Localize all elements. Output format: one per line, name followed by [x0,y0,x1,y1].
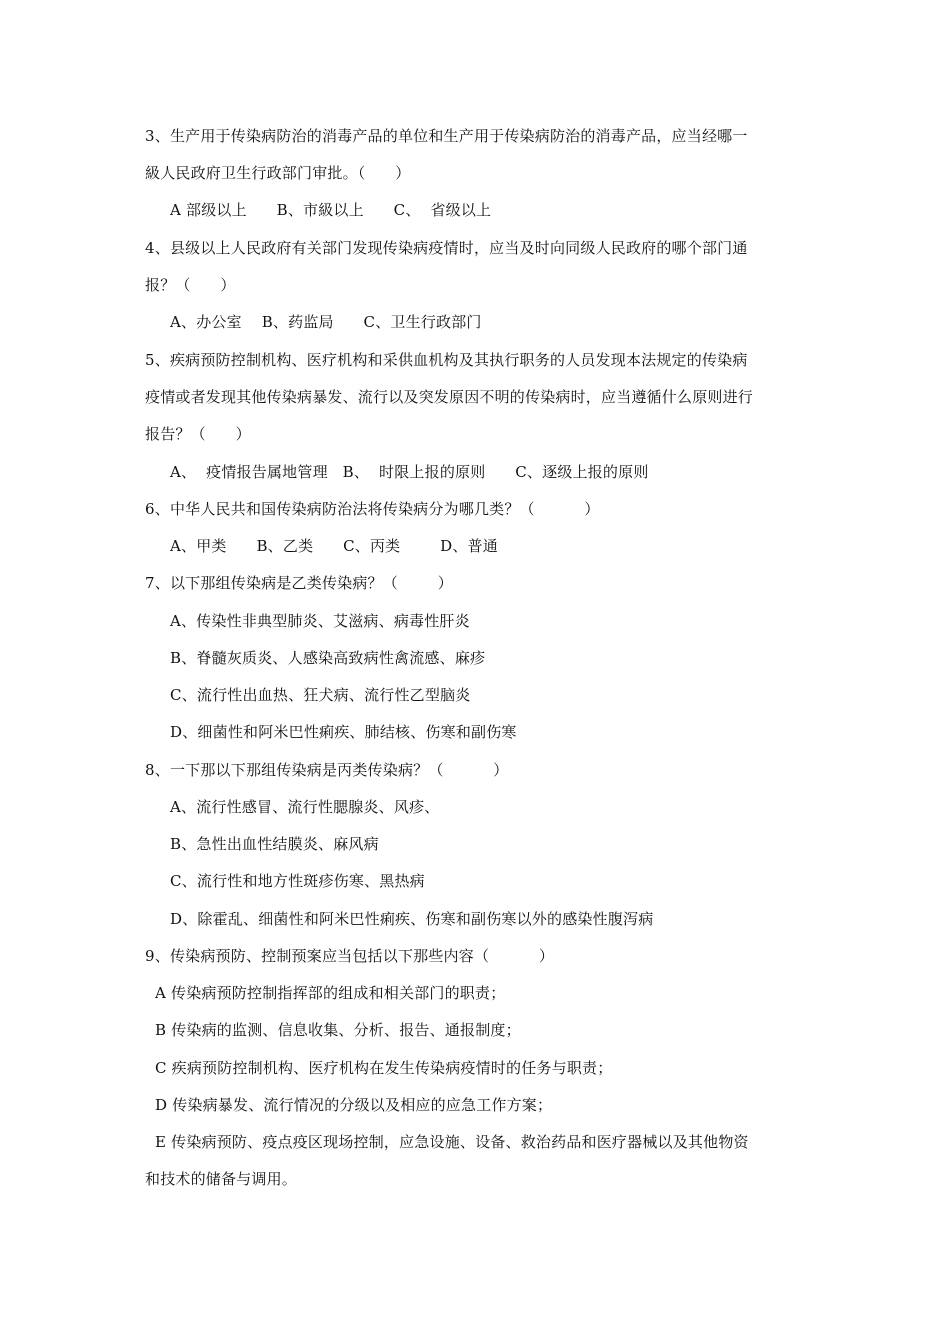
question-3-options: A 部级以上 B、市級以上 C、 省级以上 [170,201,492,219]
question-7-option-c: C、流行性出血热、狂犬病、流行性乙型脑炎 [170,686,471,704]
question-8-option-b: B、急性出血性结膜炎、麻风病 [170,835,379,853]
question-7-text-line-1: 7、以下那组传染病是乙类传染病？（ ） [145,574,453,592]
question-5-text-line-2: 疫情或者发现其他传染病暴发、流行以及突发原因不明的传染病时，应当遵循什么原则进行 [145,388,754,406]
question-8-option-c: C、流行性和地方性斑疹伤寒、黑热病 [170,872,425,890]
question-9-text-line-1: 9、传染病预防、控制预案应当包括以下那些内容（ ） [145,947,555,965]
question-6-options: A、甲类 B、乙类 C、丙类 D、普通 [170,537,498,555]
question-7-option-d: D、细菌性和阿米巴性痢疾、肺结核、伤寒和副伤寒 [170,723,517,741]
question-6-text-line-1: 6、中华人民共和国传染病防治法将传染病分为哪几类？（ ） [145,500,600,518]
question-5-text-line-3: 报告？（ ） [145,425,251,443]
question-9-option-a: A 传染病预防控制指挥部的组成和相关部门的职责； [155,984,506,1002]
question-9-option-e: E 传染病预防、疫点疫区现场控制，应急设施、设备、救治药品和医疗器械以及其他物资 [155,1133,749,1151]
question-9-option-e-continuation: 和技术的储备与调用。 [145,1170,298,1188]
question-9-option-d: D 传染病暴发、流行情况的分级以及相应的应急工作方案； [155,1096,553,1114]
question-3-text-line-1: 3、生产用于传染病防治的消毒产品的单位和生产用于传染病防治的消毒产品，应当经哪一 [145,127,748,145]
question-3-text-line-2: 級人民政府卫生行政部门审批。（ ） [145,164,411,182]
question-5-text-line-1: 5、疾病预防控制机构、医疗机构和采供血机构及其执行职务的人员发现本法规定的传染病 [145,351,748,369]
question-5-options: A、 疫情报告属地管理 B、 时限上报的原则 C、逐级上报的原则 [170,463,649,481]
question-8-option-a: A、流行性感冒、流行性腮腺炎、风疹、 [170,798,440,816]
question-8-option-d: D、除霍乱、细菌性和阿米巴性痢疾、伤寒和副伤寒以外的感染性腹泻病 [170,910,654,928]
question-9-option-b: B 传染病的监测、信息收集、分析、报告、通报制度； [155,1021,521,1039]
question-7-option-b: B、脊髓灰质炎、人感染高致病性禽流感、麻疹 [170,649,486,667]
question-9-option-c: C 疾病预防控制机构、医疗机构在发生传染病疫情时的任务与职责； [155,1059,613,1077]
question-4-text-line-1: 4、县级以上人民政府有关部门发现传染病疫情时，应当及时向同级人民政府的哪个部门通 [145,239,748,257]
question-4-text-line-2: 报？（ ） [145,276,236,294]
question-4-options: A、办公室 B、药监局 C、卫生行政部门 [170,313,482,331]
question-7-option-a: A、传染性非典型肺炎、艾滋病、病毒性肝炎 [170,612,470,630]
question-8-text-line-1: 8、一下那以下那组传染病是丙类传染病？（ ） [145,761,509,779]
